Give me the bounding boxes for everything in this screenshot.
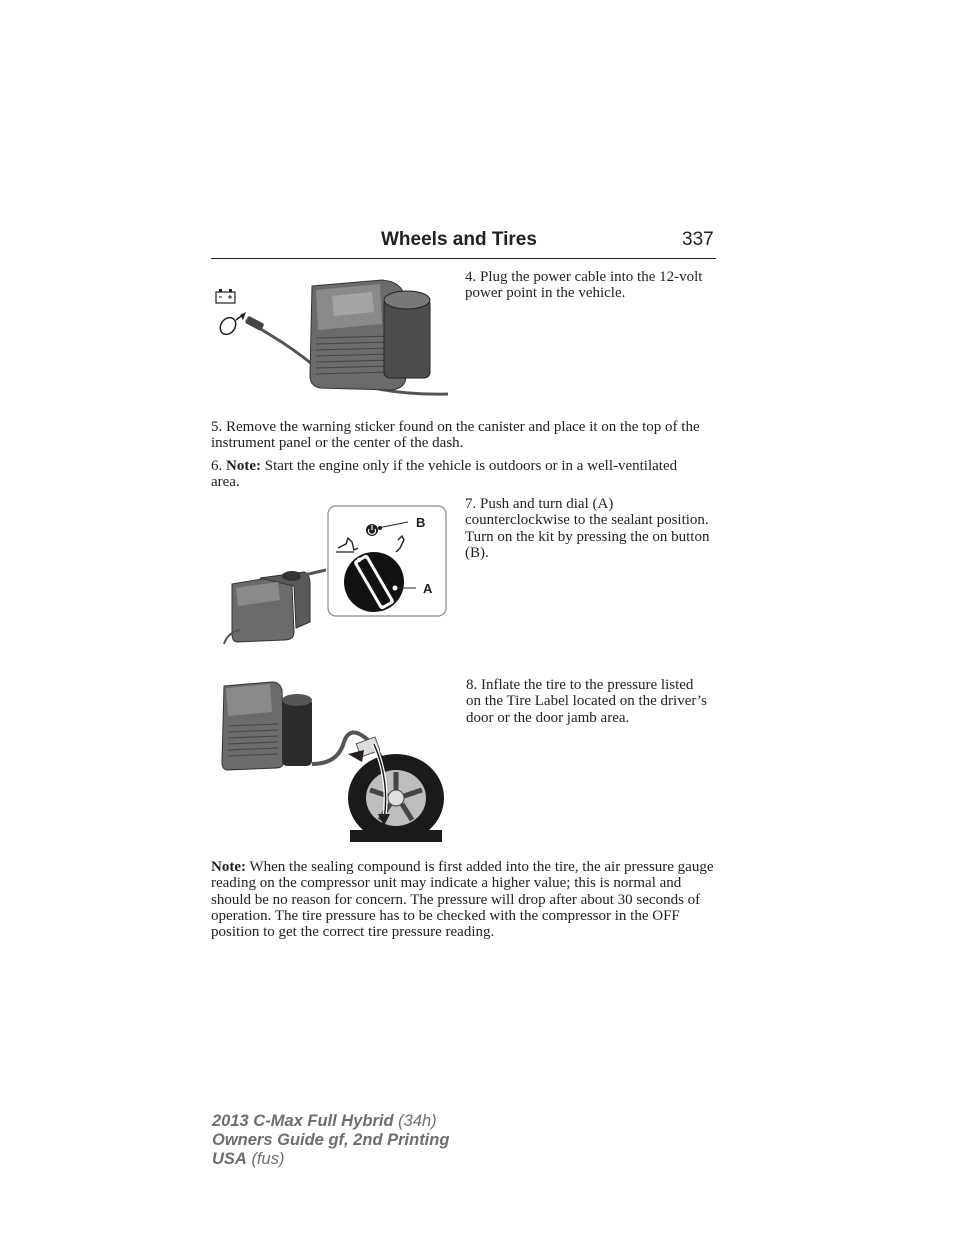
figure-compressor-power-cable	[212, 276, 448, 400]
step-4-text: 4. Plug the power cable into the 12-volt power point in the vehicle.	[465, 269, 703, 302]
footer-line-3	[212, 1150, 449, 1169]
callout-a: A	[423, 581, 433, 596]
step-6-number: 6.	[211, 458, 223, 474]
footer-market: USA	[212, 1150, 247, 1168]
figure-dial-and-button	[220, 504, 452, 648]
note-text: When the sealing compound is first added into the tire, the air pressure gauge reading on the compressor unit may indicate a higher value; this is normal and should be no reason for concern. The pressure will drop after about 30 seconds of operation. The tire pressure has to be checked with the compressor in the OFF position to get the correct tire pressure reading.	[211, 859, 714, 941]
header-rule	[211, 258, 716, 259]
page-number: 337	[682, 229, 714, 250]
step-6-paragraph	[211, 458, 691, 491]
step-6-text: Start the engine only if the vehicle is outdoors or in a well-ventilated area.	[211, 458, 678, 491]
section-title: Wheels and Tires	[381, 229, 537, 250]
footer-vehicle-code: (34h)	[398, 1112, 437, 1130]
footer-market-code: (fus)	[251, 1150, 285, 1168]
footer-line-2	[212, 1131, 449, 1150]
battery-icon	[216, 289, 235, 303]
note-paragraph	[211, 859, 717, 940]
step-7-text: 7. Push and turn dial (A) counterclockwise to the sealant position. Turn on the kit by pressing the on button (B).	[465, 496, 710, 561]
footer-vehicle: 2013 C-Max Full Hybrid	[212, 1112, 394, 1130]
tire	[348, 754, 444, 842]
step-8-text: 8. Inflate the tire to the pressure listed on the Tire Label located on the driver’s door or the door jamb area.	[466, 677, 707, 726]
power-plug-icon	[217, 312, 246, 337]
footer	[212, 1112, 449, 1169]
step-5-text: 5. Remove the warning sticker found on the canister and place it on the top of the instrument panel or the center of the dash.	[211, 419, 700, 452]
note-label: Note:	[211, 859, 246, 875]
step-6-note-label: Note:	[226, 458, 261, 474]
figure-inflate-tire	[218, 680, 448, 844]
callout-b: B	[416, 515, 426, 530]
footer-guide: Owners Guide gf, 2nd Printing	[212, 1131, 450, 1149]
footer-line-1	[212, 1112, 449, 1131]
